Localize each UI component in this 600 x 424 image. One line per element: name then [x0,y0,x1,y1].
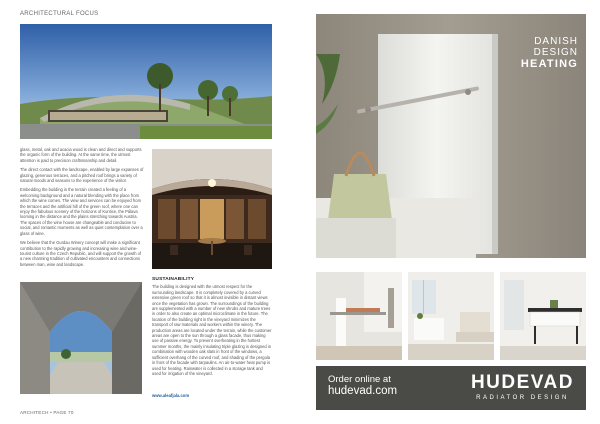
sustainability-section [152,277,272,380]
order-banner [316,366,586,410]
brand-name: HUDEVAD [470,372,574,393]
winery-exterior-photo [20,24,272,139]
tunnel-view-photo [20,282,142,394]
article-paragraph: We believe that the Gurdau Winery concept will make a significant contribution to the rapidly growing and increasing wine and wine-tourist culture in the Czech Republic, and will support the growth of a new charming tradition of cultivated encounters and connections between man, wine and landscape. [20,240,142,267]
hero-heading-line-2: DESIGN [533,47,578,58]
brand-logo [471,372,574,402]
article-paragraph: Embedding the building in the terrain created a feeling of a welcoming background and a natural blending with the place from which the wine comes. The view and services can be enjoyed from the terraces and the artificial hill of the green roof, where one can enjoy the fabulous scenery of the horizons of Kuntice, the Pálava looming in the distance and the plains stretching towards Austria. The spaces of the wine house are changeable and conducive to social, and romantic moments as well as quiet contemplation over a glass of wine. [20,187,143,236]
article-paragraph: glass, metal, oak and acacia wood is clean and direct and supports the organic form of the building. At the same time, the utmost attention is paid to precision craftsmanship and detail. [20,147,142,163]
radiator-hero-photo [316,14,586,258]
sustainability-heading: SUSTAINABILITY [152,277,195,282]
product-thumbnail-living-room [408,272,494,360]
section-label: ARCHITECTURAL FOCUS [20,11,99,17]
sustainability-paragraph: The building is designed with the utmost respect for the surrounding landscape. It is completely covered by a curved extensive green roof so that it is almost invisible in distant views once the vegetation has grown. The surroundings of the building are supplemented with a number of new shrubs and mature trees in order to also create an optimal microclimate in the future. The location of the building right in the vineyard minimizes the transport of raw materials and workers within the winery. The production areas are located under the terrain, while the customer areas are open to the sun through a glass facade, thus making use of passive energy. To prevent overheating in the hottest summer months, the mainly insulating triple glazing is designed in combination with wooden oak slats in front of the windows, a sufficient overhang of the curved roof, and shading of the pergola in front of the facade with tarpaulins. An air-to-water heat pump is used for heating. Rainwater is collected in a storage tank and used for irrigation of the vineyard. [152,284,272,376]
product-thumbnail-office [500,272,586,360]
hero-heading-line-1: DANISH [534,36,578,47]
article-column-a [20,147,144,271]
website-link[interactable]: www.aleafjala.com [152,393,190,398]
hero-heading-line-3: HEATING [520,58,578,70]
order-online-text [328,374,397,398]
article-paragraph: The direct contact with the landscape, enabled by large expanses of glazing, generous terraces, and a pitched roof brings a variety of natural moods and seasons to the experience of the visitor. [20,167,144,184]
hero-heading [521,36,578,71]
order-online-label: Order online at [328,374,391,385]
right-page-advertisement [300,0,600,424]
brand-tagline: RADIATOR DESIGN [476,395,569,401]
page-footer: ARCHITECH • PAGE 70 [20,410,74,415]
order-online-url[interactable]: hudevad.com [328,385,398,397]
winery-interior-photo [152,149,272,269]
product-thumbnail-bench [316,272,402,360]
